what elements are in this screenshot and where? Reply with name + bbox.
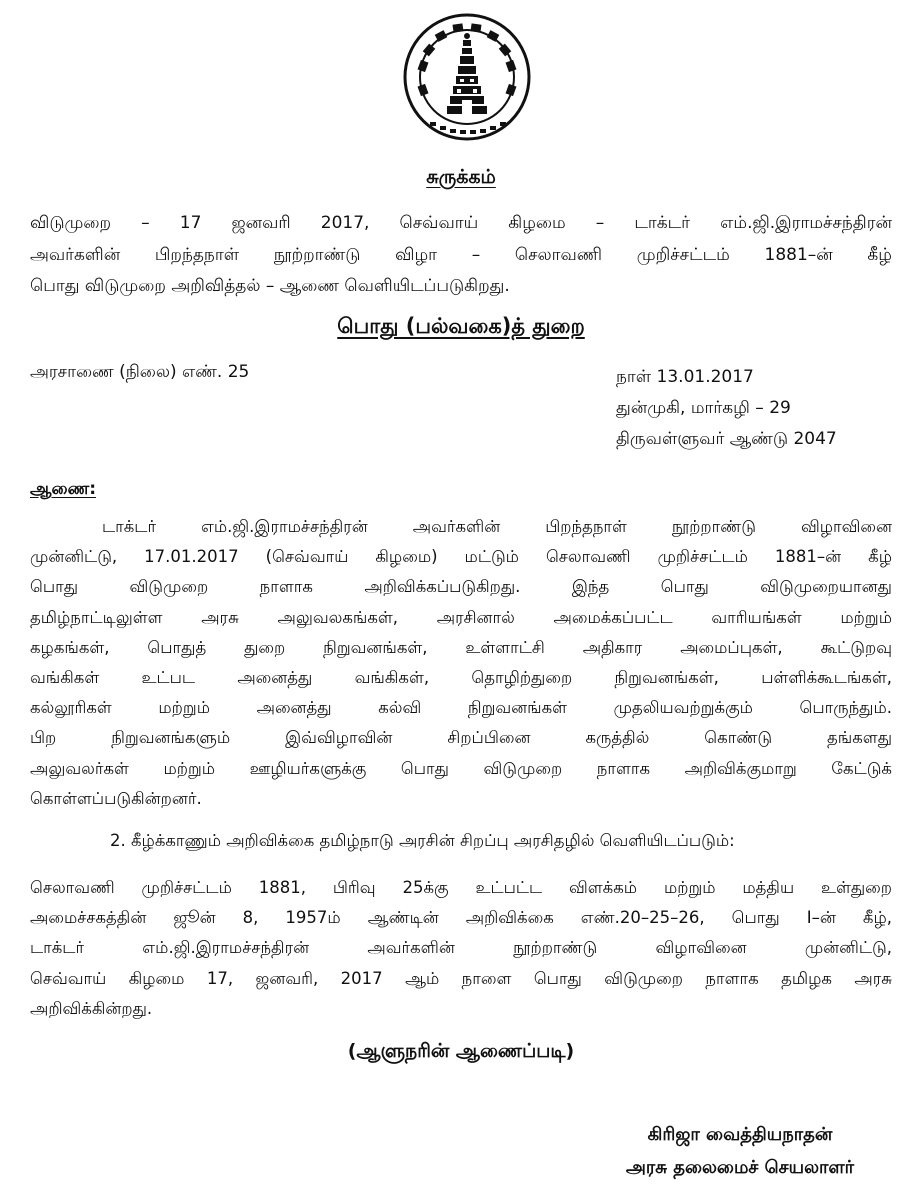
summary-line: அவர்களின் பிறந்தநாள் நூற்றாண்டு விழா – செலாவணி முறிச்சட்டம் 1881–ன் கீழ் [30, 244, 892, 265]
signatory-name: கிரிஜா வைத்தியநாதன் [647, 1124, 833, 1145]
thiruvalluvar-year: திருவள்ளுவர் ஆண்டு 2047 [616, 429, 837, 449]
paragraph-line: வங்கிகள் உட்பட அனைத்து வங்கிகள், தொழிற்துறை நிறுவனங்கள், பள்ளிக்கூடங்கள், [30, 668, 892, 688]
tamil-calendar-date: துன்முகி, மார்கழி – 29 [616, 398, 791, 418]
notification-paragraph [30, 873, 892, 1024]
paragraph-line: பொது விடுமுறை நாளாக அறிவிக்கப்படுகிறது. இந்த பொது விடுமுறையானது [30, 577, 892, 597]
paragraph-line: அலுவலர்கள் மற்றும் ஊழியர்களுக்கு பொது விடுமுறை நாளாக அறிவிக்குமாறு கேட்டுக் [30, 758, 892, 778]
by-order-of-governor: (ஆளுநரின் ஆணைப்படி) [347, 1040, 575, 1062]
paragraph-line: அறிவிக்கின்றது. [30, 998, 153, 1018]
tamil-nadu-emblem-icon [400, 10, 534, 144]
paragraph-line: கொள்ளப்படுகின்றனர். [30, 788, 202, 808]
summary-title: சுருக்கம் [426, 166, 496, 188]
paragraph-line: கழகங்கள், பொதுத் துறை நிறுவனங்கள், உள்ளாட்சி அதிகார அமைப்புகள், கூட்டுறவு [30, 637, 892, 657]
order-paragraph-1 [30, 512, 892, 814]
go-number: அரசாணை (நிலை) எண். 25 [30, 362, 250, 382]
date-block [616, 362, 837, 455]
paragraph-line: அமைச்சகத்தின் ஜூன் 8, 1957ம் ஆண்டின் அறிவிக்கை எண்.20–25–26, பொது I–ன் கீழ், [30, 908, 892, 928]
signatory-designation: அரசு தலைமைச் செயலாளர் [625, 1157, 855, 1178]
order-label: ஆணை: [30, 479, 97, 499]
summary-line: விடுமுறை – 17 ஜனவரி 2017, செவ்வாய் கிழமை – டாக்டர் எம்.ஜி.இராமச்சந்திரன் [30, 213, 892, 233]
paragraph-line: டாக்டர் எம்.ஜி.இராமச்சந்திரன் அவர்களின் நூற்றாண்டு விழாவினை முன்னிட்டு, [30, 938, 892, 958]
paragraph-line: செவ்வாய் கிழமை 17, ஜனவரி, 2017 ஆம் நாளை பொது விடுமுறை நாளாக தமிழக அரசு [30, 968, 892, 988]
paragraph-line: முன்னிட்டு, 17.01.2017 (செவ்வாய் கிழமை) மட்டும் செலாவணி முறிச்சட்டம் 1881–ன் கீழ் [30, 547, 892, 567]
paragraph-line: பிற நிறுவனங்களும் இவ்விழாவின் சிறப்பினை கருத்தில் கொண்டு தங்களது [30, 728, 892, 748]
paragraph-line: தமிழ்நாட்டிலுள்ள அரசு அலுவலகங்கள், அரசினால் அமைக்கப்பட்ட வாரியங்கள் மற்றும் [30, 607, 892, 627]
order-paragraph-2: 2. கீழ்க்காணும் அறிவிக்கை தமிழ்நாடு அரசின் சிறப்பு அரசிதழில் வெளியிடப்படும்: [110, 831, 735, 850]
order-date: நாள் 13.01.2017 [616, 367, 754, 387]
paragraph-line: டாக்டர் எம்.ஜி.இராமச்சந்திரன் அவர்களின் பிறந்தநாள் நூற்றாண்டு விழாவினை [102, 517, 892, 536]
signature-block [590, 1118, 890, 1184]
department-title: பொது (பல்வகை)த் துறை [337, 314, 585, 338]
paragraph-line: செலாவணி முறிச்சட்டம் 1881, பிரிவு 25க்கு உட்பட்ட விளக்கம் மற்றும் மத்திய உள்துறை [30, 878, 892, 897]
paragraph-line: கல்லூரிகள் மற்றும் அனைத்து கல்வி நிறுவனங்கள் முதலியவற்றுக்கும் பொருந்தும். [30, 698, 892, 718]
summary-line: பொது விடுமுறை அறிவித்தல் – ஆணை வெளியிடப்படுகிறது. [30, 276, 510, 296]
summary-text [30, 208, 892, 303]
